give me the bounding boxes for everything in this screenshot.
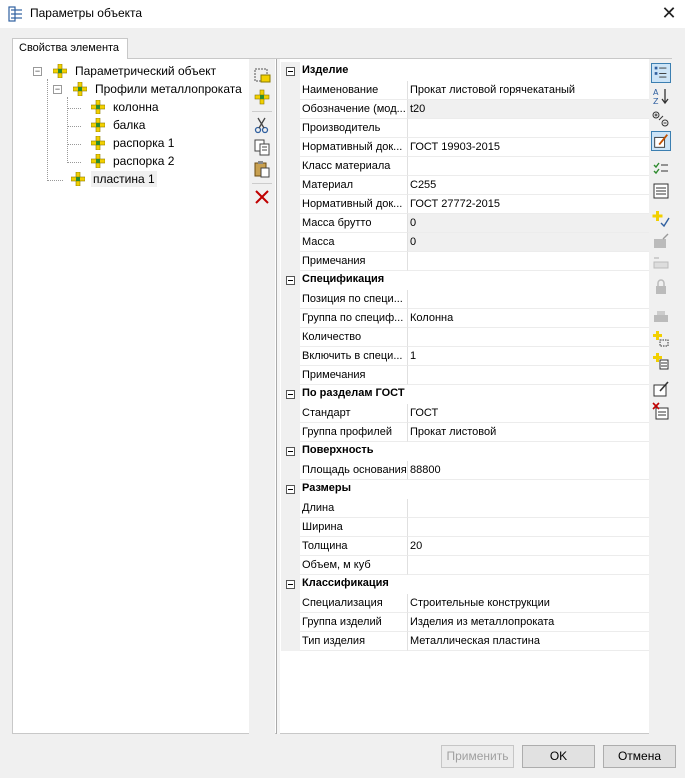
property-row[interactable]	[281, 366, 649, 385]
collapse-toggle[interactable]: −	[54, 84, 61, 94]
property-row[interactable]	[281, 404, 649, 423]
property-name: Класс материала	[300, 157, 408, 176]
property-name: Стандарт	[300, 404, 408, 423]
property-row[interactable]	[281, 176, 649, 195]
property-row[interactable]	[281, 119, 649, 138]
category-specification[interactable]	[281, 271, 649, 290]
category-classification[interactable]	[281, 575, 649, 594]
property-value[interactable]	[408, 157, 649, 176]
property-name: Наименование	[300, 81, 408, 100]
property-value[interactable]: Прокат листовой горячекатаный	[408, 81, 649, 100]
property-name: Количество	[300, 328, 408, 347]
toolbar-separator	[252, 111, 272, 112]
tree-item-label: колонна	[113, 100, 159, 114]
property-row[interactable]	[281, 252, 649, 271]
property-value[interactable]	[408, 328, 649, 347]
row-gutter	[281, 233, 300, 252]
part-node-icon	[91, 118, 105, 132]
property-name: Тип изделия	[300, 632, 408, 651]
tree-line	[67, 97, 68, 163]
property-name: Ширина	[300, 518, 408, 537]
add-node-icon[interactable]	[252, 87, 272, 107]
property-value[interactable]: Колонна	[408, 309, 649, 328]
property-value[interactable]: 0	[408, 214, 649, 233]
splitter[interactable]	[276, 59, 280, 734]
part-node-icon	[71, 172, 85, 186]
property-value[interactable]: t20	[408, 100, 649, 119]
row-gutter	[281, 423, 300, 442]
row-gutter	[281, 556, 300, 575]
collapse-icon[interactable]	[286, 67, 295, 76]
cancel-button[interactable]: Отмена	[603, 745, 676, 768]
properties-panel	[12, 58, 672, 734]
property-row[interactable]	[281, 195, 649, 214]
property-row[interactable]	[281, 233, 649, 252]
category-gost-sections[interactable]	[281, 385, 649, 404]
expand-collapse-icon[interactable]	[651, 109, 671, 129]
row-gutter	[281, 195, 300, 214]
tree-item-label: распорка 1	[113, 136, 175, 150]
print-icon[interactable]	[651, 307, 671, 327]
property-name: Примечания	[300, 366, 408, 385]
property-row[interactable]	[281, 138, 649, 157]
tree-item-label: Параметрический объект	[75, 64, 217, 78]
property-value[interactable]: Строительные конструкции	[408, 594, 649, 613]
ok-button[interactable]: OK	[522, 745, 595, 768]
property-row[interactable]	[281, 537, 649, 556]
part-node-icon	[91, 100, 105, 114]
check-list-icon[interactable]	[651, 159, 671, 179]
tree-item-label: балка	[113, 118, 146, 132]
cut-icon[interactable]	[252, 115, 272, 135]
delete-icon[interactable]	[252, 187, 272, 207]
tree-line	[67, 144, 81, 145]
row-gutter	[281, 138, 300, 157]
collapse-toggle[interactable]: −	[34, 66, 41, 76]
property-row[interactable]	[281, 81, 649, 100]
row-gutter	[281, 176, 300, 195]
row-gutter	[281, 632, 300, 651]
category-dimensions[interactable]	[281, 480, 649, 499]
property-row[interactable]	[281, 594, 649, 613]
delete-table-icon[interactable]	[651, 401, 671, 421]
collapse-icon[interactable]	[286, 485, 295, 494]
category-label: Размеры	[302, 482, 352, 494]
grid-toolbar	[649, 59, 672, 734]
part-node-icon	[91, 154, 105, 168]
property-name: Толщина	[300, 537, 408, 556]
object-tree	[23, 59, 247, 734]
tree-item-label: пластина 1	[93, 172, 155, 186]
property-name: Группа профилей	[300, 423, 408, 442]
row-gutter	[281, 119, 300, 138]
row-gutter	[281, 385, 300, 404]
copy-icon[interactable]	[252, 137, 272, 157]
property-row[interactable]	[281, 347, 649, 366]
row-gutter	[281, 366, 300, 385]
property-row[interactable]	[281, 632, 649, 651]
add-item-icon[interactable]	[651, 329, 671, 349]
property-name: Материал	[300, 176, 408, 195]
property-grid	[281, 62, 649, 734]
row-gutter	[281, 347, 300, 366]
property-value[interactable]	[408, 556, 649, 575]
property-name: Группа изделий	[300, 613, 408, 632]
row-gutter	[281, 252, 300, 271]
paste-icon[interactable]	[252, 159, 272, 179]
row-gutter	[281, 271, 300, 290]
property-value[interactable]: Металлическая пластина	[408, 632, 649, 651]
category-product[interactable]	[281, 62, 649, 81]
property-value[interactable]: ГОСТ 27772-2015	[408, 195, 649, 214]
property-row[interactable]	[281, 518, 649, 537]
property-name: Нормативный док...	[300, 138, 408, 157]
row-gutter	[281, 518, 300, 537]
row-gutter	[281, 442, 300, 461]
collapse-icon[interactable]	[286, 447, 295, 456]
row-gutter	[281, 594, 300, 613]
property-row[interactable]	[281, 157, 649, 176]
property-name: Обозначение (мод...	[300, 100, 408, 119]
property-row[interactable]	[281, 461, 649, 480]
property-row[interactable]	[281, 100, 649, 119]
tree-line	[47, 79, 48, 181]
svg-text:A: A	[653, 88, 659, 97]
add-property-icon[interactable]	[651, 209, 671, 229]
title-bar	[0, 0, 685, 28]
parametric-node-icon	[73, 82, 87, 96]
categorized-view-icon[interactable]	[651, 63, 671, 83]
category-label: Классификация	[302, 577, 389, 589]
part-node-icon	[91, 136, 105, 150]
property-row[interactable]	[281, 309, 649, 328]
row-gutter	[281, 157, 300, 176]
property-value[interactable]: 1	[408, 347, 649, 366]
property-row[interactable]	[281, 613, 649, 632]
property-value[interactable]: С255	[408, 176, 649, 195]
tab-element-properties[interactable]: Свойства элемента	[12, 38, 128, 59]
property-name: Масса брутто	[300, 214, 408, 233]
parametric-node-icon	[53, 64, 67, 78]
row-gutter	[281, 100, 300, 119]
app-icon	[8, 6, 24, 22]
row-gutter	[281, 480, 300, 499]
tree-line	[47, 180, 63, 181]
property-name: Группа по специф...	[300, 309, 408, 328]
property-name: Позиция по специ...	[300, 290, 408, 309]
property-name: Специализация	[300, 594, 408, 613]
svg-text:Z: Z	[653, 97, 659, 106]
row-gutter	[281, 613, 300, 632]
edit-properties-icon[interactable]	[651, 131, 671, 151]
add-group-icon[interactable]	[651, 351, 671, 371]
property-name: Нормативный док...	[300, 195, 408, 214]
tree-line	[67, 126, 81, 127]
row-gutter	[281, 499, 300, 518]
collapse-icon[interactable]	[286, 276, 295, 285]
row-gutter	[281, 81, 300, 100]
category-label: Изделие	[302, 64, 349, 76]
row-gutter	[281, 404, 300, 423]
property-row[interactable]	[281, 328, 649, 347]
collapse-icon[interactable]	[286, 390, 295, 399]
edit-table-icon[interactable]	[651, 379, 671, 399]
row-gutter	[281, 62, 300, 81]
list-view-icon[interactable]	[651, 181, 671, 201]
collapse-icon[interactable]	[286, 580, 295, 589]
tree-item-label: распорка 2	[113, 154, 175, 168]
tree-line	[67, 162, 81, 163]
category-label: По разделам ГОСТ	[302, 387, 405, 399]
category-label: Спецификация	[302, 273, 385, 285]
row-gutter	[281, 290, 300, 309]
property-name: Производитель	[300, 119, 408, 138]
property-name: Объем, м куб	[300, 556, 408, 575]
property-value[interactable]: Прокат листовой	[408, 423, 649, 442]
row-gutter	[281, 309, 300, 328]
property-value[interactable]	[408, 252, 649, 271]
row-gutter	[281, 214, 300, 233]
property-value[interactable]: 88800	[408, 461, 649, 480]
row-gutter	[281, 328, 300, 347]
category-surface[interactable]	[281, 442, 649, 461]
property-value[interactable]: 20	[408, 537, 649, 556]
export-icon[interactable]	[651, 231, 671, 251]
tree-toolbar	[249, 59, 275, 734]
property-value[interactable]	[408, 119, 649, 138]
row-gutter	[281, 575, 300, 594]
tree-item-label: Профили металлопроката	[95, 82, 242, 96]
property-name: Включить в специ...	[300, 347, 408, 366]
lock-icon[interactable]	[651, 277, 671, 297]
property-name: Площадь основания	[300, 461, 408, 480]
property-row[interactable]	[281, 290, 649, 309]
property-value[interactable]	[408, 290, 649, 309]
property-row[interactable]	[281, 556, 649, 575]
property-value[interactable]: ГОСТ	[408, 404, 649, 423]
property-name: Масса	[300, 233, 408, 252]
property-name: Длина	[300, 499, 408, 518]
row-gutter	[281, 537, 300, 556]
remove-property-icon[interactable]	[651, 253, 671, 273]
property-value[interactable]: ГОСТ 19903-2015	[408, 138, 649, 157]
property-value[interactable]: 0	[408, 233, 649, 252]
apply-button[interactable]: Применить	[441, 745, 514, 768]
sort-az-icon[interactable]	[651, 86, 671, 106]
add-folder-icon[interactable]	[252, 65, 272, 85]
category-label: Поверхность	[302, 444, 374, 456]
property-name: Примечания	[300, 252, 408, 271]
close-button[interactable]: ✕	[661, 3, 677, 23]
window-title: Параметры объекта	[30, 6, 143, 20]
toolbar-separator	[252, 183, 272, 184]
property-value[interactable]	[408, 499, 649, 518]
property-value[interactable]	[408, 366, 649, 385]
property-value[interactable]: Изделия из металлопроката	[408, 613, 649, 632]
property-row[interactable]	[281, 499, 649, 518]
tree-line	[67, 108, 81, 109]
property-row[interactable]	[281, 214, 649, 233]
property-row[interactable]	[281, 423, 649, 442]
row-gutter	[281, 461, 300, 480]
property-value[interactable]	[408, 518, 649, 537]
